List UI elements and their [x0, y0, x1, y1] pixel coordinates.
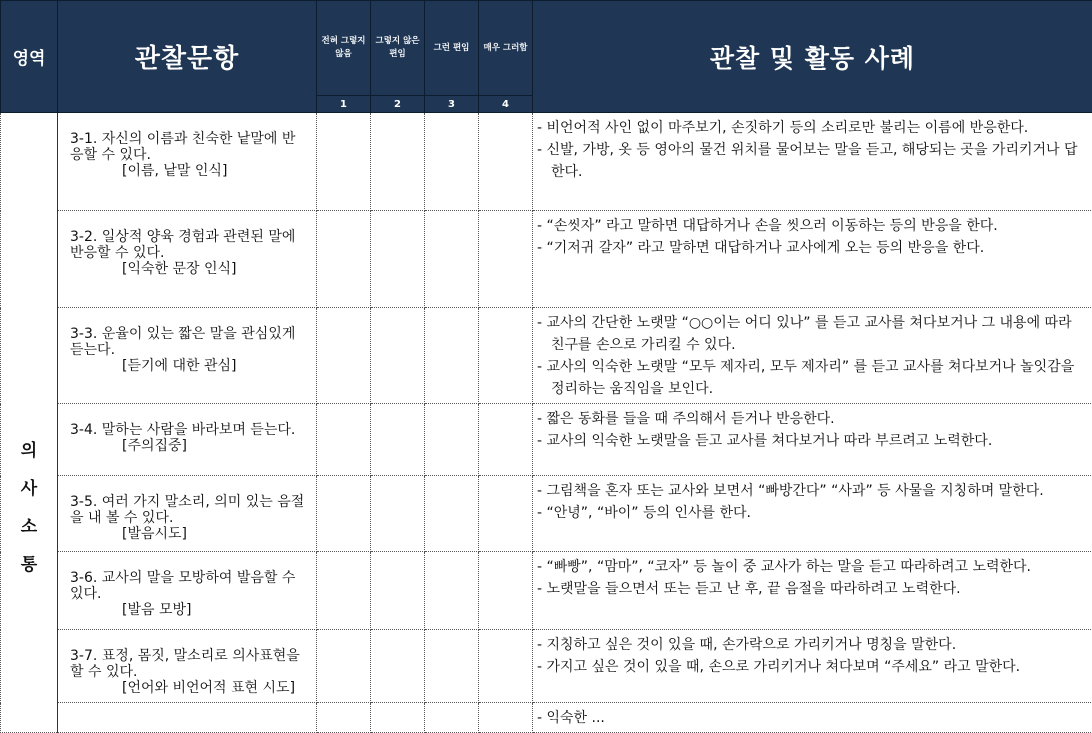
score-cell-2[interactable] [371, 552, 425, 630]
score-cell-2[interactable] [371, 630, 425, 703]
example-line: - 교사의 간단한 노랫말 “○○이는 어디 있나” 를 듣고 교사를 쳐다보거나 그 내용에 따라 친구를 손으로 가리킬 수 있다. [537, 312, 1086, 356]
table-row [1, 552, 1092, 630]
score-cell-4[interactable] [479, 476, 533, 552]
table-row [1, 404, 1092, 476]
table-body [1, 113, 1092, 733]
header-num-1: 1 [317, 96, 371, 113]
table-row [1, 476, 1092, 552]
score-cell-3[interactable] [425, 211, 479, 308]
observation-item-tag: [발음시도] [70, 526, 308, 542]
header-item: 관찰문항 [58, 1, 317, 113]
example-line: - 교사의 익숙한 노랫말 “모두 제자리, 모두 제자리” 를 듣고 교사를 쳐다보거나 놀잇감을 정리하는 움직임을 보인다. [537, 356, 1086, 400]
score-cell-1[interactable] [317, 113, 371, 211]
example-cell [533, 703, 1092, 733]
header-scale-3: 그런 편임 [425, 1, 479, 96]
score-cell-3[interactable] [425, 476, 479, 552]
score-cell-4[interactable] [479, 703, 533, 733]
score-cell-4[interactable] [479, 308, 533, 404]
header-area: 영역 [1, 1, 58, 113]
score-cell-1[interactable] [317, 630, 371, 703]
table-row [1, 308, 1092, 404]
example-cell [533, 630, 1092, 703]
header-num-4: 4 [479, 96, 533, 113]
observation-item-tag: [이름, 낱말 인식] [70, 163, 308, 179]
table-row [1, 703, 1092, 733]
score-cell-2[interactable] [371, 211, 425, 308]
example-line: - “안녕”, “바이” 등의 인사를 한다. [537, 502, 1086, 524]
table-row [1, 630, 1092, 703]
observation-item-tag: [주의집중] [70, 438, 308, 454]
observation-item-text: 3-6. 교사의 말을 모방하여 발음할 수 있다. [70, 570, 308, 602]
observation-item-cell [58, 404, 317, 476]
observation-item-tag: [익숙한 문장 인식] [70, 261, 308, 277]
table-row [1, 211, 1092, 308]
header-num-2: 2 [371, 96, 425, 113]
observation-item-text: 3-4. 말하는 사람을 바라보며 듣는다. [70, 422, 308, 438]
score-cell-4[interactable] [479, 404, 533, 476]
observation-item-text: 3-5. 여러 가지 말소리, 의미 있는 음절을 내 볼 수 있다. [70, 494, 308, 526]
observation-item-text: 3-1. 자신의 이름과 친숙한 낱말에 반응할 수 있다. [70, 131, 308, 163]
example-line: - 익숙한 ... [537, 707, 1086, 729]
area-label: 의사소통 [19, 432, 39, 584]
observation-item-cell [58, 552, 317, 630]
score-cell-2[interactable] [371, 308, 425, 404]
observation-item-cell [58, 630, 317, 703]
example-cell [533, 404, 1092, 476]
score-cell-4[interactable] [479, 211, 533, 308]
observation-item-cell [58, 113, 317, 211]
score-cell-4[interactable] [479, 552, 533, 630]
header-scale-2: 그렇지 않은 편임 [371, 1, 425, 96]
example-line: - 신발, 가방, 옷 등 영아의 물건 위치를 물어보는 말을 듣고, 해당되는 곳을 가리키거나 답한다. [537, 139, 1086, 183]
score-cell-1[interactable] [317, 211, 371, 308]
example-cell [533, 476, 1092, 552]
score-cell-1[interactable] [317, 404, 371, 476]
example-line: - 교사의 익숙한 노랫말을 듣고 교사를 쳐다보거나 따라 부르려고 노력한다. [537, 430, 1086, 452]
observation-item-cell [58, 211, 317, 308]
example-cell [533, 308, 1092, 404]
example-line: - 그림책을 혼자 또는 교사와 보면서 “빠방간다” “사과” 등 사물을 지칭하며 말한다. [537, 480, 1086, 502]
score-cell-3[interactable] [425, 404, 479, 476]
observation-item-tag: [발음 모방] [70, 602, 308, 618]
score-cell-2[interactable] [371, 404, 425, 476]
example-line: - 비언어적 사인 없이 마주보기, 손짓하기 등의 소리로만 불리는 이름에 반응한다. [537, 117, 1086, 139]
example-line: - 노랫말을 들으면서 또는 듣고 난 후, 끝 음절을 따라하려고 노력한다. [537, 578, 1086, 600]
observation-item-cell [58, 703, 317, 733]
score-cell-1[interactable] [317, 703, 371, 733]
example-line: - “손씻자” 라고 말하면 대답하거나 손을 씻으러 이동하는 등의 반응을 한다. [537, 215, 1086, 237]
observation-item-cell [58, 308, 317, 404]
header-scale-1: 전혀 그렇지 않음 [317, 1, 371, 96]
observation-item-tag: [듣기에 대한 관심] [70, 358, 308, 374]
score-cell-1[interactable] [317, 552, 371, 630]
observation-item-text: 3-2. 일상적 양육 경험과 관련된 말에 반응할 수 있다. [70, 229, 308, 261]
header-scale-4: 매우 그러함 [479, 1, 533, 96]
score-cell-3[interactable] [425, 630, 479, 703]
example-line: - 가지고 싶은 것이 있을 때, 손으로 가리키거나 쳐다보며 “주세요” 라고 말한다. [537, 656, 1086, 678]
observation-item-tag: [언어와 비언어적 표현 시도] [70, 680, 308, 696]
header-num-3: 3 [425, 96, 479, 113]
observation-item-text: 3-7. 표정, 몸짓, 말소리로 의사표현을 할 수 있다. [70, 648, 308, 680]
score-cell-1[interactable] [317, 308, 371, 404]
score-cell-4[interactable] [479, 630, 533, 703]
score-cell-4[interactable] [479, 113, 533, 211]
area-cell [1, 113, 58, 733]
observation-item-text: 3-3. 운율이 있는 짧은 말을 관심있게 듣는다. [70, 326, 308, 358]
score-cell-3[interactable] [425, 552, 479, 630]
example-cell [533, 113, 1092, 211]
score-cell-3[interactable] [425, 308, 479, 404]
score-cell-3[interactable] [425, 113, 479, 211]
score-cell-2[interactable] [371, 476, 425, 552]
table-row [1, 113, 1092, 211]
score-cell-2[interactable] [371, 113, 425, 211]
score-cell-2[interactable] [371, 703, 425, 733]
example-cell [533, 552, 1092, 630]
example-line: - “기저귀 갈자” 라고 말하면 대답하거나 교사에게 오는 등의 반응을 한다. [537, 237, 1086, 259]
example-cell [533, 211, 1092, 308]
example-line: - 지칭하고 싶은 것이 있을 때, 손가락으로 가리키거나 명칭을 말한다. [537, 634, 1086, 656]
score-cell-3[interactable] [425, 703, 479, 733]
example-line: - “빠빵”, “맘마”, “코자” 등 놀이 중 교사가 하는 말을 듣고 따라하려고 노력한다. [537, 556, 1086, 578]
observation-item-cell [58, 476, 317, 552]
header-row [1, 1, 1092, 96]
score-cell-1[interactable] [317, 476, 371, 552]
example-line: - 짧은 동화를 들을 때 주의해서 듣거나 반응한다. [537, 408, 1086, 430]
header-example: 관찰 및 활동 사례 [533, 1, 1092, 113]
